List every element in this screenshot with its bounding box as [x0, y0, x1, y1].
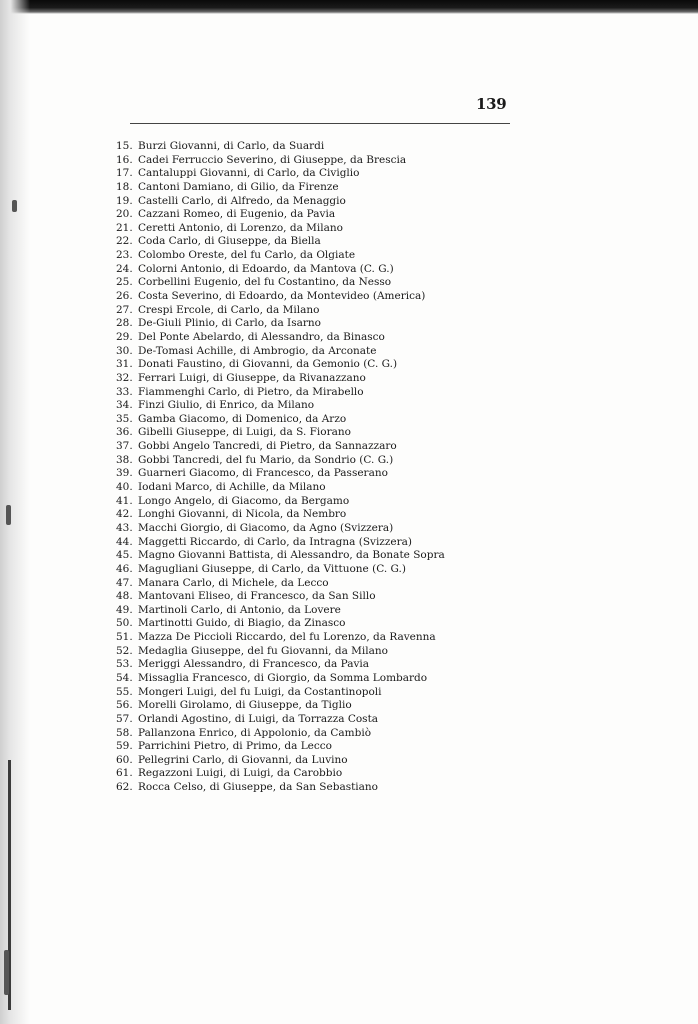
entry-number: 17. [116, 167, 133, 180]
entry-text: Finzi Giulio, di Enrico, da Milano [138, 399, 315, 412]
entry-number: 23. [116, 249, 133, 262]
entry-number: 54. [116, 671, 133, 684]
entry-number: 59. [116, 740, 133, 753]
entry-number: 62. [116, 781, 133, 794]
entry-text: Parrichini Pietro, di Primo, da Lecco [138, 740, 332, 753]
entry-number: 57. [116, 712, 133, 725]
entry-number: 42. [116, 508, 133, 521]
entry-text: Colombo Oreste, del fu Carlo, da Olgiate [138, 249, 356, 262]
entry-number: 56. [116, 699, 133, 712]
entry-text: Longo Angelo, di Giacomo, da Bergamo [138, 494, 350, 507]
page-number: 139 [476, 95, 507, 113]
entry-number: 47. [116, 576, 133, 589]
entry-text: Regazzoni Luigi, di Luigi, da Carobbio [138, 767, 343, 780]
entry-text: Cazzani Romeo, di Eugenio, da Pavia [138, 208, 336, 221]
binding-speck [6, 505, 11, 525]
entry-number: 30. [116, 344, 133, 357]
entry-number: 28. [116, 317, 133, 330]
entry-text: Crespi Ercole, di Carlo, da Milano [138, 303, 320, 316]
entry-number: 29. [116, 330, 133, 343]
entry-number: 20. [116, 208, 133, 221]
entry-text: Missaglia Francesco, di Giorgio, da Somma Lombardo [138, 671, 428, 684]
entry-number: 32. [116, 371, 133, 384]
entry-text: Fiammenghi Carlo, di Pietro, da Mirabello [138, 385, 364, 398]
entry-text: Costa Severino, di Edoardo, da Montevideo (America) [138, 290, 426, 303]
entry-number: 27. [116, 303, 133, 316]
entry-number: 58. [116, 726, 133, 739]
entry-number: 45. [116, 549, 133, 562]
entry-number: 35. [116, 412, 133, 425]
entry-text: Mazza De Piccioli Riccardo, del fu Lorenzo, da Ravenna [138, 631, 436, 644]
entry-number: 37. [116, 440, 133, 453]
entry-text: Magugliani Giuseppe, di Carlo, da Vittuone (C. G.) [138, 562, 406, 575]
entry-text: Coda Carlo, di Giuseppe, da Biella [138, 235, 321, 248]
entry-number: 21. [116, 221, 133, 234]
entry-text: Ferrari Luigi, di Giuseppe, da Rivanazzano [138, 371, 366, 384]
entry-text: Gobbi Tancredi, del fu Mario, da Sondrio (C. G.) [138, 453, 394, 466]
entry-text: Del Ponte Abelardo, di Alessandro, da Binasco [138, 330, 385, 343]
entry-text: Orlandi Agostino, di Luigi, da Torrazza Costa [138, 712, 379, 725]
entry-number: 51. [116, 631, 133, 644]
entry-text: Martinoli Carlo, di Antonio, da Lovere [138, 603, 341, 616]
entry-text: Macchi Giorgio, di Giacomo, da Agno (Svizzera) [138, 521, 394, 534]
entry-text: Guarneri Giacomo, di Francesco, da Passerano [138, 467, 388, 480]
entry-number: 46. [116, 562, 133, 575]
entry-text: Martinotti Guido, di Biagio, da Zinasco [138, 617, 346, 630]
entry-number: 41. [116, 494, 133, 507]
entry-number: 50. [116, 617, 133, 630]
entry-number: 49. [116, 603, 133, 616]
entry-text: Maggetti Riccardo, di Carlo, da Intragna (Svizzera) [138, 535, 412, 548]
entry-text: Medaglia Giuseppe, del fu Giovanni, da Milano [138, 644, 388, 657]
binding-shadow [0, 0, 30, 1024]
entry-text: Mantovani Eliseo, di Francesco, da San Sillo [138, 590, 376, 603]
entry-number: 48. [116, 590, 133, 603]
entry-text: Donati Faustino, di Giovanni, da Gemonio (C. G.) [138, 358, 398, 371]
entry-number: 38. [116, 453, 133, 466]
entry-text: Mongeri Luigi, del fu Luigi, da Costantinopoli [138, 685, 382, 698]
entry-text: Cantaluppi Giovanni, di Carlo, da Civiglio [138, 167, 360, 180]
entry-number: 19. [116, 194, 133, 207]
entry-text: Magno Giovanni Battista, di Alessandro, da Bonate Sopra [138, 549, 445, 562]
entry-number: 61. [116, 767, 133, 780]
entry-number: 22. [116, 235, 133, 248]
entry-text: Manara Carlo, di Michele, da Lecco [138, 576, 329, 589]
entry-text: Cantoni Damiano, di Gilio, da Firenze [138, 180, 339, 193]
entry-text: Meriggi Alessandro, di Francesco, da Pavia [138, 658, 369, 671]
entry-number: 36. [116, 426, 133, 439]
entry-text: Cadei Ferruccio Severino, di Giuseppe, da Brescia [138, 153, 407, 166]
entry-text: Castelli Carlo, di Alfredo, da Menaggio [138, 194, 346, 207]
header-rule [130, 123, 510, 124]
entry-number: 24. [116, 262, 133, 275]
entry-number: 33. [116, 385, 133, 398]
entry-number: 43. [116, 521, 133, 534]
entry-number: 26. [116, 290, 133, 303]
entry-number: 55. [116, 685, 133, 698]
entry-text: Longhi Giovanni, di Nicola, da Nembro [138, 508, 347, 521]
entry-text: Gamba Giacomo, di Domenico, da Arzo [138, 412, 347, 425]
entry-text: De-Tomasi Achille, di Ambrogio, da Arconate [138, 344, 377, 357]
entry-text: Gibelli Giuseppe, di Luigi, da S. Fiorano [138, 426, 351, 439]
entry-number: 15. [116, 140, 133, 152]
scan-top-edge [0, 0, 698, 14]
entry-text: Corbellini Eugenio, del fu Costantino, da Nesso [138, 276, 392, 289]
entry-number: 34. [116, 399, 133, 412]
entry-number: 52. [116, 644, 133, 657]
entry-number: 18. [116, 180, 133, 193]
entry-text: Gobbi Angelo Tancredi, di Pietro, da Sannazzaro [138, 440, 397, 453]
entry-text: Pellegrini Carlo, di Giovanni, da Luvino [138, 753, 348, 766]
binding-speck [12, 200, 17, 212]
entry-number: 25. [116, 276, 133, 289]
entry-text: Ceretti Antonio, di Lorenzo, da Milano [138, 221, 343, 234]
binding-speck [4, 950, 9, 995]
entry-number: 40. [116, 481, 133, 494]
entry-text: Colorni Antonio, di Edoardo, da Mantova (C. G.) [138, 262, 394, 275]
entry-text: Morelli Girolamo, di Giuseppe, da Tiglio [138, 699, 352, 712]
entry-text: De-Giuli Plinio, di Carlo, da Isarno [138, 317, 321, 330]
entry-number: 39. [116, 467, 133, 480]
entry-number: 16. [116, 153, 133, 166]
entry-number: 53. [116, 658, 133, 671]
entry-text: Pallanzona Enrico, di Appolonio, da Cambiò [138, 726, 372, 739]
entry-number: 60. [116, 753, 133, 766]
entry-number: 44. [116, 535, 133, 548]
entry-number: 31. [116, 358, 133, 371]
entry-text: Burzi Giovanni, di Carlo, da Suardi [138, 140, 325, 152]
entry-text: Rocca Celso, di Giuseppe, da San Sebastiano [138, 781, 379, 794]
entry-text: Iodani Marco, di Achille, da Milano [138, 481, 326, 494]
